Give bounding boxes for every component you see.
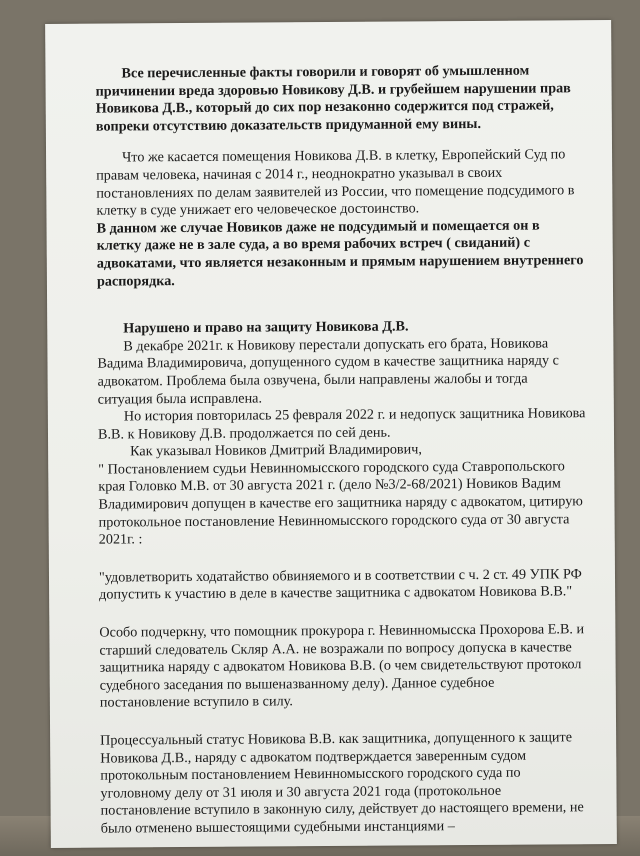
paragraph-echr-cage: Что же касается помещения Новикова Д.В. в клетку, Европейский Суд по правам человека, начиная с 2014 г., неоднократно указывал в своих постановлениях по делам заявителей из России, что помещение подсудимого в клетку в суде унижает его человеческое достоинство. bbox=[96, 146, 575, 219]
paragraph-violations-summary: Все перечисленные факты говорили и говорят об умышленном причинении вреда здоровью Новикову Д.В. и грубейшем нарушении прав Новикова Д.В., который до сих пор незаконно содержится под стражей, вопреки отсутствию доказательств придуманной ему вины. bbox=[95, 62, 571, 135]
paragraph-december-2021: В декабре 2021г. к Новикову перестали допускать его брата, Новикова Вадима Владимировича, допущенного судом в качестве защитника наряду с адвокатом. Проблема была озвучена, были направлены жалобы и тогда ситуация была исправлена. bbox=[97, 335, 559, 408]
paragraph-february-2022: Но история повторилась 25 февраля 2022 г. и недопуск защитника Новикова В.В. к Новикову Д.В. продолжается по сей день. bbox=[97, 405, 586, 443]
paragraph-procedural-status: Процессуальный статус Новикова В.В. как защитника, допущенного к защите Новикова Д.В., наряду с адвокатом подтверждается заверенным судом протокольным постановлением Невинномысского городского суда по уголовному делу от 31 июля и 30 августа 2021 года (протокольное постановление вступило в законную силу, действует до настоящего времени, не было отменено вышестоящими судебными инстанциями – bbox=[100, 729, 584, 837]
paragraph-as-indicated: Как указывал Новиков Дмитрий Владимирович, bbox=[130, 441, 422, 460]
paragraph-cage-meetings: В данном же случае Новиков даже не подсудимый и помещается он в клетку даже не в зале суда, а во время рабочих встреч ( свиданий) с адвокатами, что является незаконным и прямым нарушением внутреннего распорядка. bbox=[96, 217, 584, 290]
quote-ruling: "удовлетворить ходатайство обвиняемого и в соответствии с ч. 2 ст. 49 УПК РФ допустить к участию в деле в качестве защитника с адвокатом Новикова В.В." bbox=[98, 566, 582, 604]
paper-sheet bbox=[45, 20, 617, 848]
document-body bbox=[95, 62, 588, 838]
paragraph-court-ruling: " Постановлением судьи Невинномысского городского суда Ставропольского края Головко М.В. от 30 августа 2021 г. (дело №3/2-68/2021) Новиков Вадим Владимирович допущен в качестве его защитника наряду с адвокатом, цитирую протокольное постановление Невинномысского городского суда от 30 августа 2021г. : bbox=[98, 458, 583, 548]
paragraph-prosecutor: Особо подчеркну, что помощник прокурора г. Невинномысска Прохорова Е.В. и старший следователь Скляр А.А. не возражали по вопросу допуска в качестве защитника наряду с адвокатом Новикова В.В. (о чем свидетельствуют протокол судебного заседания по вышеназванному делу). Данное судебное постановление вступило в силу. bbox=[99, 621, 585, 712]
section-heading-right-to-defense: Нарушено и право на защиту Новикова Д.В. bbox=[123, 318, 409, 337]
